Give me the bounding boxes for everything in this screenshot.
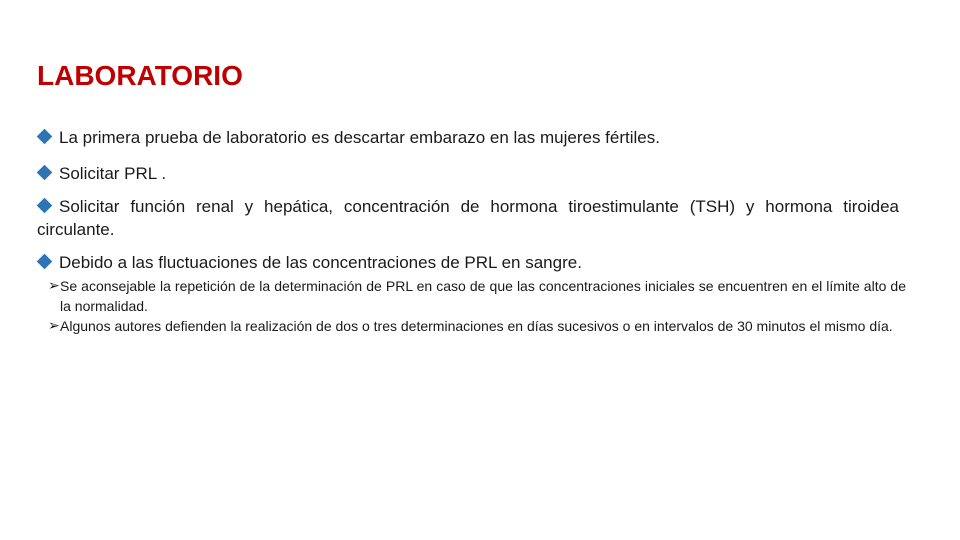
arrow-right-icon: ➢ (48, 278, 60, 294)
bullet-item (37, 195, 899, 241)
diamond-icon (37, 254, 53, 270)
sub-bullet-item (48, 276, 906, 316)
arrow-right-icon: ➢ (48, 318, 60, 334)
slide-title: LABORATORIO (37, 60, 243, 91)
bullet-text: Solicitar función renal y hepática, concentración de hormona tiroestimulante (TSH) y hormona tiroidea circulante. (37, 197, 899, 239)
diamond-icon (37, 129, 53, 145)
diamond-icon (37, 165, 53, 181)
sub-bullet-item (48, 316, 906, 336)
bullet-item (37, 126, 899, 149)
bullet-item (37, 251, 899, 274)
sub-bullet-text: Se aconsejable la repetición de la determinación de PRL en caso de que las concentraciones iniciales se encuentren en el límite alto de la normalidad. (60, 278, 906, 314)
sub-bullet-list (48, 276, 906, 336)
diamond-icon (37, 198, 53, 214)
sub-bullet-text: Algunos autores defienden la realización de dos o tres determinaciones en días sucesivos o en intervalos de 30 minutos el mismo día. (60, 318, 893, 334)
bullet-text: Solicitar PRL . (59, 164, 167, 183)
bullet-text: La primera prueba de laboratorio es descartar embarazo en las mujeres fértiles. (59, 128, 660, 147)
bullet-item (37, 162, 899, 185)
bullet-text: Debido a las fluctuaciones de las concentraciones de PRL en sangre. (59, 253, 582, 272)
